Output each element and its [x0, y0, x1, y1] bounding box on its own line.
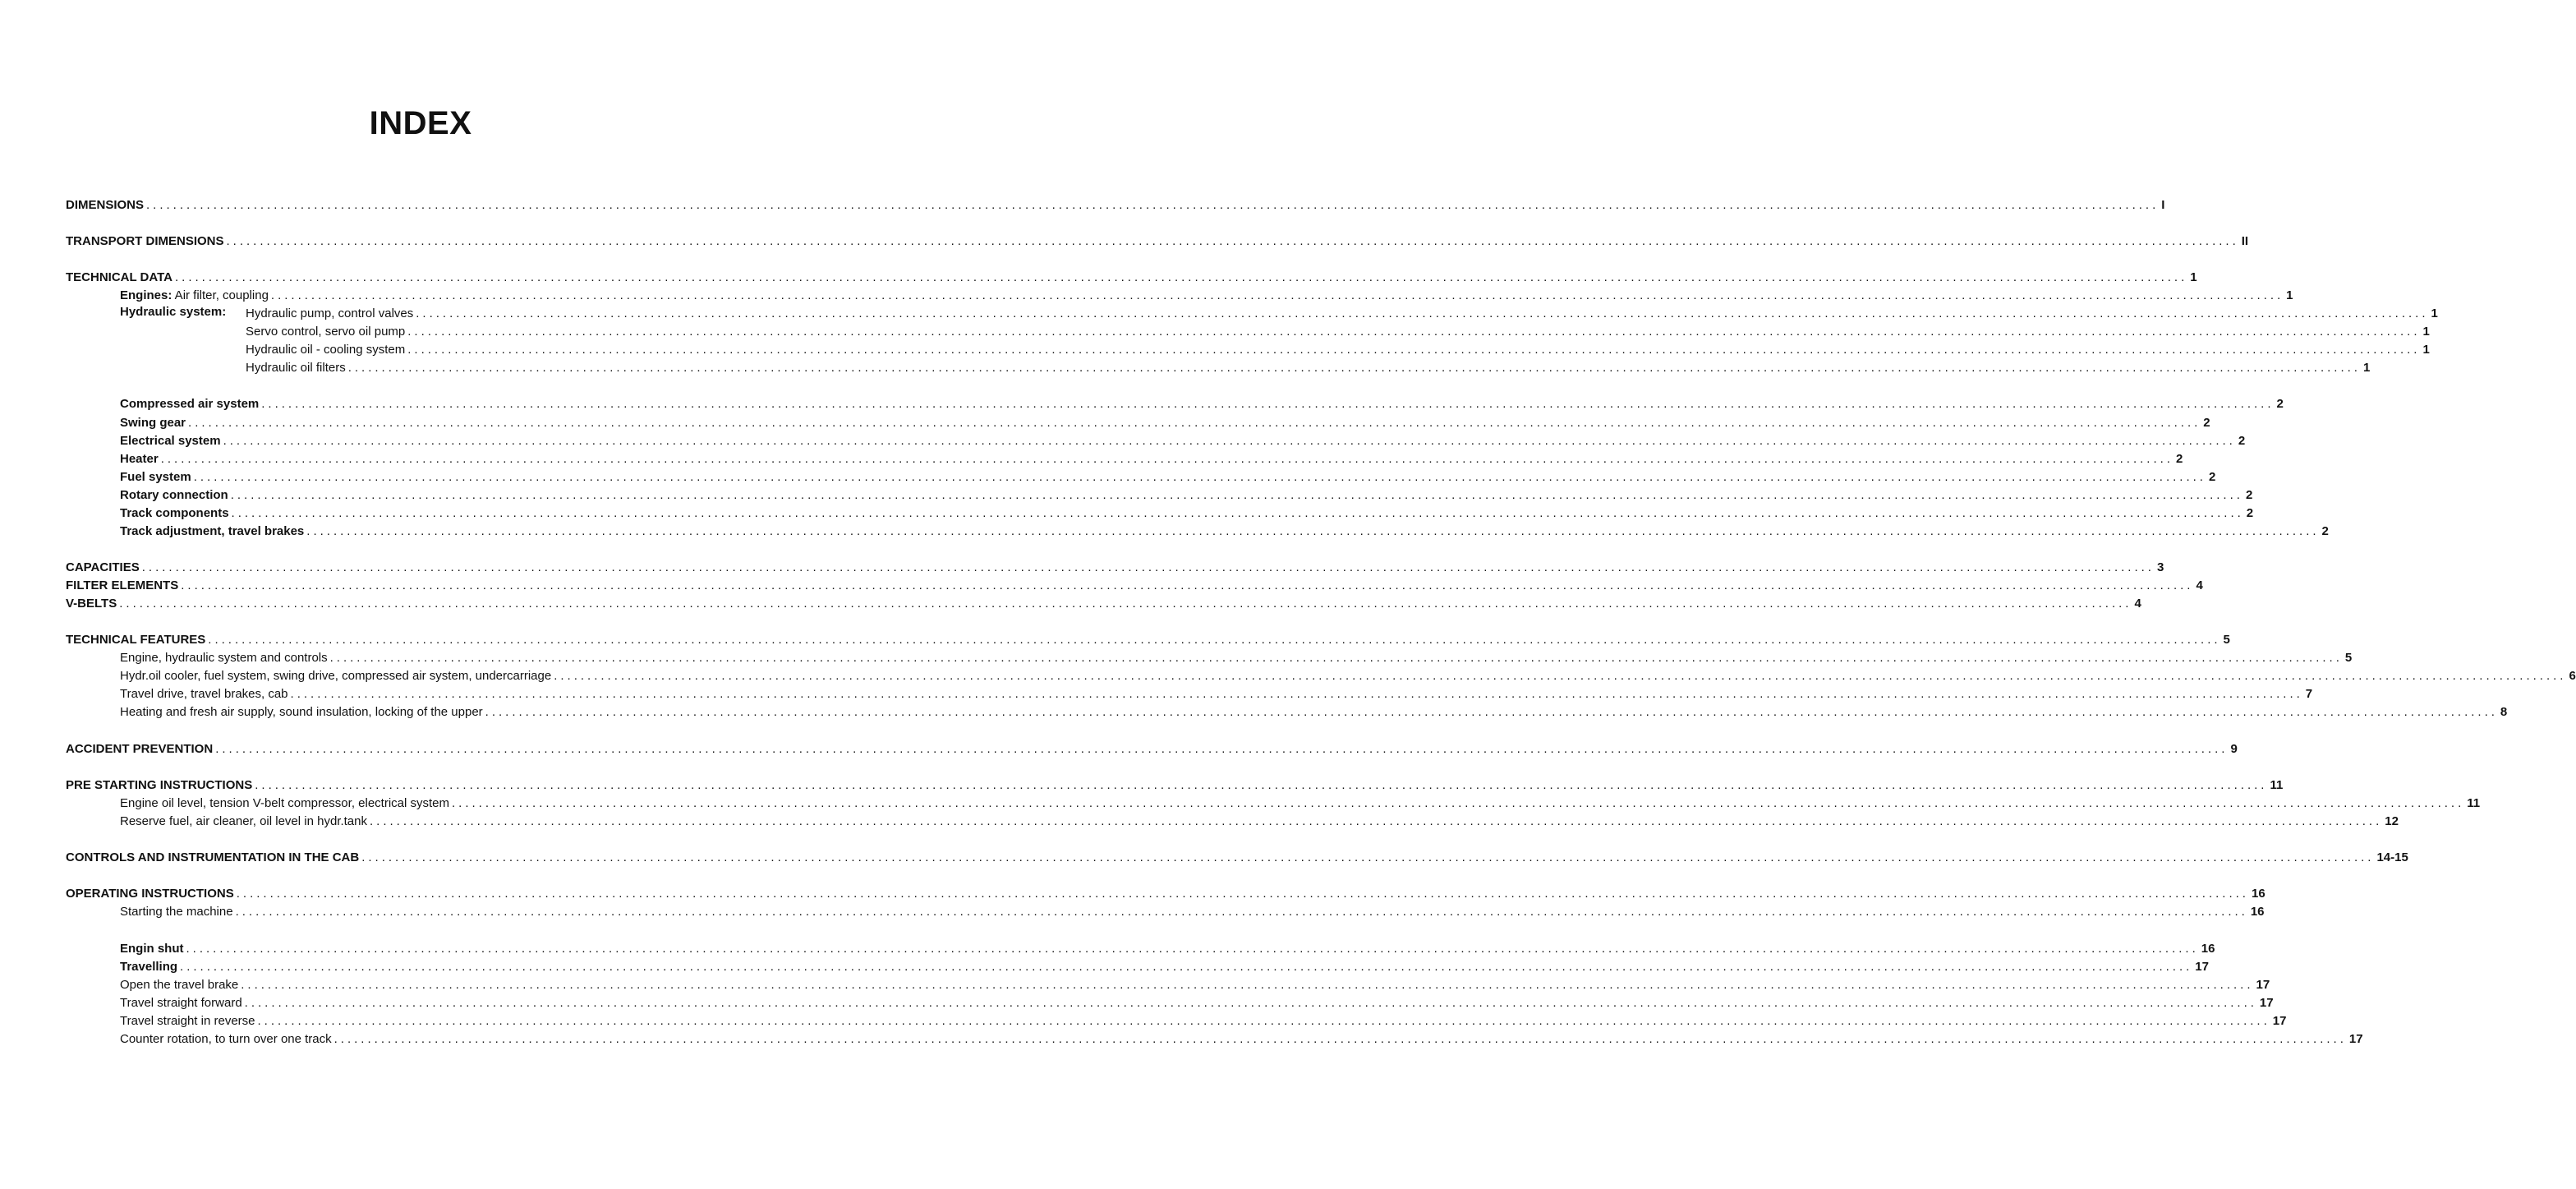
toc-entry: [66, 232, 2249, 250]
toc-entry: [120, 957, 2209, 975]
dot-leader: ............................................................................................................................................................................................................................................................................................................: [306, 524, 2320, 538]
dot-leader: ............................................................................................................................................................................................................................................................................................................: [226, 234, 2239, 248]
toc-entry: [66, 884, 2266, 902]
toc-entry-page: 1: [2362, 361, 2371, 375]
toc-entry: [120, 902, 2265, 920]
toc-entry: [120, 975, 2270, 993]
toc-entry: [120, 504, 2254, 522]
dot-leader: ............................................................................................................................................................................................................................................................................................................: [188, 416, 2201, 430]
toc-entry: [120, 812, 2399, 830]
dot-leader: ............................................................................................................................................................................................................................................................................................................: [407, 343, 2421, 357]
toc-entry-label: Reserve fuel, air cleaner, oil level in hydr.tank: [120, 814, 367, 828]
dot-leader: ............................................................................................................................................................................................................................................................................................................: [231, 506, 2244, 520]
toc-entry-page: 1: [2431, 306, 2438, 320]
toc-entry-page: 17: [2259, 996, 2274, 1010]
toc-entry-page: 3: [2156, 560, 2164, 574]
toc-entry-page: 1: [2422, 343, 2430, 357]
toc-entry: [66, 268, 2197, 286]
toc-entry-label: Compressed air system: [120, 397, 260, 411]
toc-entry-page: 1: [2286, 288, 2293, 302]
toc-entry: [120, 993, 2274, 1012]
toc-entry-label: FILTER ELEMENTS: [66, 578, 179, 592]
dot-leader: ............................................................................................................................................................................................................................................................................................................: [416, 306, 2429, 320]
toc-entry-page: 14-15: [2376, 850, 2408, 864]
toc-entry: [66, 576, 2203, 594]
toc-entry-label: Engine, hydraulic system and controls: [120, 651, 328, 665]
dot-leader: ............................................................................................................................................................................................................................................................................................................: [347, 361, 2361, 375]
toc-entry-page: 17: [2348, 1032, 2363, 1046]
toc-entry-page: 5: [2223, 633, 2230, 647]
dot-leader: ............................................................................................................................................................................................................................................................................................................: [119, 597, 2132, 611]
toc-entry-label: Hydr.oil cooler, fuel system, swing drive, compressed air system, undercarriage: [120, 669, 552, 683]
dot-leader: ............................................................................................................................................................................................................................................................................................................: [329, 651, 2343, 665]
toc-entry: [246, 358, 2371, 376]
toc-entry-label: OPERATING INSTRUCTIONS: [66, 887, 234, 901]
dot-leader: ............................................................................................................................................................................................................................................................................................................: [223, 434, 2236, 448]
dot-leader: ............................................................................................................................................................................................................................................................................................................: [230, 488, 2243, 502]
toc-entry: [66, 776, 2284, 794]
toc-entry-page: 2: [2238, 434, 2246, 448]
toc-entry-page: 6: [2569, 669, 2576, 683]
dot-leader: ............................................................................................................................................................................................................................................................................................................: [407, 325, 2421, 339]
toc-entry-label: Hydraulic oil filters: [246, 361, 346, 375]
dot-leader: ............................................................................................................................................................................................................................................................................................................: [244, 996, 2257, 1010]
toc-entry-page: 2: [2208, 470, 2216, 484]
toc-entry-label: Hydraulic pump, control valves: [246, 306, 414, 320]
toc-entry: [120, 468, 2216, 486]
dot-leader: ............................................................................................................................................................................................................................................................................................................: [175, 270, 2188, 284]
toc-entry: [120, 486, 2253, 504]
dot-leader: ............................................................................................................................................................................................................................................................................................................: [236, 887, 2249, 901]
toc-entry: [246, 322, 2430, 340]
toc-entry-page: 5: [2344, 651, 2353, 665]
dot-leader: ............................................................................................................................................................................................................................................................................................................: [180, 960, 2193, 974]
toc-entry: [120, 794, 2481, 812]
toc-entry-page: 11: [2270, 778, 2284, 792]
toc-entry-page: 17: [2195, 960, 2209, 974]
dot-leader: ............................................................................................................................................................................................................................................................................................................: [257, 1014, 2270, 1028]
dot-leader: ............................................................................................................................................................................................................................................................................................................: [193, 470, 2206, 484]
toc-entry-page: 17: [2272, 1014, 2287, 1028]
toc-entry: [66, 630, 2230, 648]
toc-entry-label: Engin shut: [120, 942, 184, 956]
toc-entry-label: ACCIDENT PREVENTION: [66, 742, 214, 756]
toc-entry: [246, 304, 2438, 322]
toc-entry-label: PRE STARTING INSTRUCTIONS: [66, 778, 253, 792]
toc-entry-page: 12: [2385, 814, 2399, 828]
toc-entry-page: 2: [2203, 416, 2210, 430]
toc-entry-label: CONTROLS AND INSTRUMENTATION IN THE CAB: [66, 850, 360, 864]
dot-leader: ............................................................................................................................................................................................................................................................................................................: [255, 778, 2268, 792]
toc-entry-page: 2: [2175, 452, 2183, 466]
toc-entry-label: TRANSPORT DIMENSIONS: [66, 234, 224, 248]
toc-entry: [120, 666, 2576, 684]
toc-entry-label: Hydraulic oil - cooling system: [246, 343, 406, 357]
toc-entry-label: V-BELTS: [66, 597, 117, 611]
toc-entry-label: Open the travel brake: [120, 978, 239, 992]
toc-entry: [120, 648, 2353, 666]
toc-entry: [66, 848, 2408, 866]
toc-entry: [120, 449, 2183, 468]
toc-entry-label: Swing gear: [120, 416, 186, 430]
toc-entry-label: CAPACITIES: [66, 560, 140, 574]
toc-entry-label: Track adjustment, travel brakes: [120, 524, 305, 538]
toc-entry: [120, 939, 2215, 957]
dot-leader: ............................................................................................................................................................................................................................................................................................................: [215, 742, 2229, 756]
toc-entry-page: 2: [2321, 524, 2329, 538]
toc-entry-page: 1: [2190, 270, 2197, 284]
toc-entry: [66, 594, 2141, 612]
toc-entry: [120, 522, 2329, 540]
toc-entry-label: Engines: Air filter, coupling: [120, 288, 269, 302]
toc-entry-label: Travel drive, travel brakes, cab: [120, 687, 288, 701]
dot-leader: ............................................................................................................................................................................................................................................................................................................: [241, 978, 2254, 992]
toc-entry: [66, 196, 2165, 214]
toc-entry: [120, 286, 2293, 304]
dot-leader: ............................................................................................................................................................................................................................................................................................................: [208, 633, 2221, 647]
toc-entry-page: 7: [2305, 687, 2313, 701]
toc-entry-page: I: [2161, 198, 2165, 212]
toc-entry-page: 16: [2250, 905, 2265, 919]
page-title: INDEX: [369, 105, 472, 141]
dot-leader: ............................................................................................................................................................................................................................................................................................................: [270, 288, 2284, 302]
dot-leader: ............................................................................................................................................................................................................................................................................................................: [370, 814, 2383, 828]
dot-leader: ............................................................................................................................................................................................................................................................................................................: [554, 669, 2567, 683]
toc-entry: [120, 684, 2313, 703]
dot-leader: ............................................................................................................................................................................................................................................................................................................: [181, 578, 2194, 592]
group-label-hydraulic-system: Hydraulic system:: [120, 305, 227, 319]
toc-entry-page: 4: [2196, 578, 2203, 592]
toc-entry: [120, 1012, 2287, 1030]
toc-entry-page: II: [2241, 234, 2249, 248]
dot-leader: ............................................................................................................................................................................................................................................................................................................: [160, 452, 2174, 466]
dot-leader: ............................................................................................................................................................................................................................................................................................................: [485, 705, 2498, 719]
toc-entry-label: TECHNICAL FEATURES: [66, 633, 206, 647]
toc-entry-label: Starting the machine: [120, 905, 233, 919]
toc-entry: [120, 394, 2284, 412]
toc-entry-page: 2: [2246, 506, 2254, 520]
toc-entry-label: TECHNICAL DATA: [66, 270, 172, 284]
toc-entry-label: Travelling: [120, 960, 178, 974]
toc-entry-label: Travel straight forward: [120, 996, 242, 1010]
toc-entry-page: 8: [2500, 705, 2508, 719]
toc-entry-page: 16: [2201, 942, 2215, 956]
toc-entry-label: Heater: [120, 452, 159, 466]
dot-leader: ............................................................................................................................................................................................................................................................................................................: [452, 796, 2465, 810]
toc-entry: [120, 703, 2508, 721]
toc-entry-label: Track components: [120, 506, 229, 520]
dot-leader: ............................................................................................................................................................................................................................................................................................................: [261, 397, 2275, 411]
dot-leader: ............................................................................................................................................................................................................................................................................................................: [290, 687, 2303, 701]
toc-entry: [66, 558, 2164, 576]
toc-entry-page: 2: [2245, 488, 2253, 502]
toc-entry-label: Engine oil level, tension V-belt compressor, electrical system: [120, 796, 450, 810]
toc-entry-page: 11: [2467, 796, 2481, 810]
toc-entry-page: 17: [2256, 978, 2270, 992]
toc-entry: [246, 340, 2430, 358]
toc-entry: [120, 1030, 2363, 1048]
toc-entry: [120, 431, 2246, 449]
toc-entry-label: Counter rotation, to turn over one track: [120, 1032, 332, 1046]
toc-entry: [66, 740, 2238, 758]
toc-entry-label: Travel straight in reverse: [120, 1014, 255, 1028]
dot-leader: ............................................................................................................................................................................................................................................................................................................: [361, 850, 2375, 864]
toc-entry-label: Rotary connection: [120, 488, 228, 502]
toc-entry-page: 9: [2230, 742, 2238, 756]
toc-entry-page: 4: [2134, 597, 2141, 611]
dot-leader: ............................................................................................................................................................................................................................................................................................................: [141, 560, 2155, 574]
toc-entry-label: Servo control, servo oil pump: [246, 325, 406, 339]
toc-entry-page: 1: [2422, 325, 2430, 339]
toc-entry-page: 2: [2276, 397, 2284, 411]
dot-leader: ............................................................................................................................................................................................................................................................................................................: [186, 942, 2199, 956]
toc-entry-label: Electrical system: [120, 434, 221, 448]
toc-entry: [120, 413, 2210, 431]
toc-entry-label: Fuel system: [120, 470, 191, 484]
toc-entry-label: Heating and fresh air supply, sound insulation, locking of the upper: [120, 705, 483, 719]
toc-entry-page: 16: [2251, 887, 2266, 901]
dot-leader: ............................................................................................................................................................................................................................................................................................................: [146, 198, 2160, 212]
toc-entry-label: DIMENSIONS: [66, 198, 145, 212]
dot-leader: ............................................................................................................................................................................................................................................................................................................: [235, 905, 2248, 919]
dot-leader: ............................................................................................................................................................................................................................................................................................................: [334, 1032, 2347, 1046]
